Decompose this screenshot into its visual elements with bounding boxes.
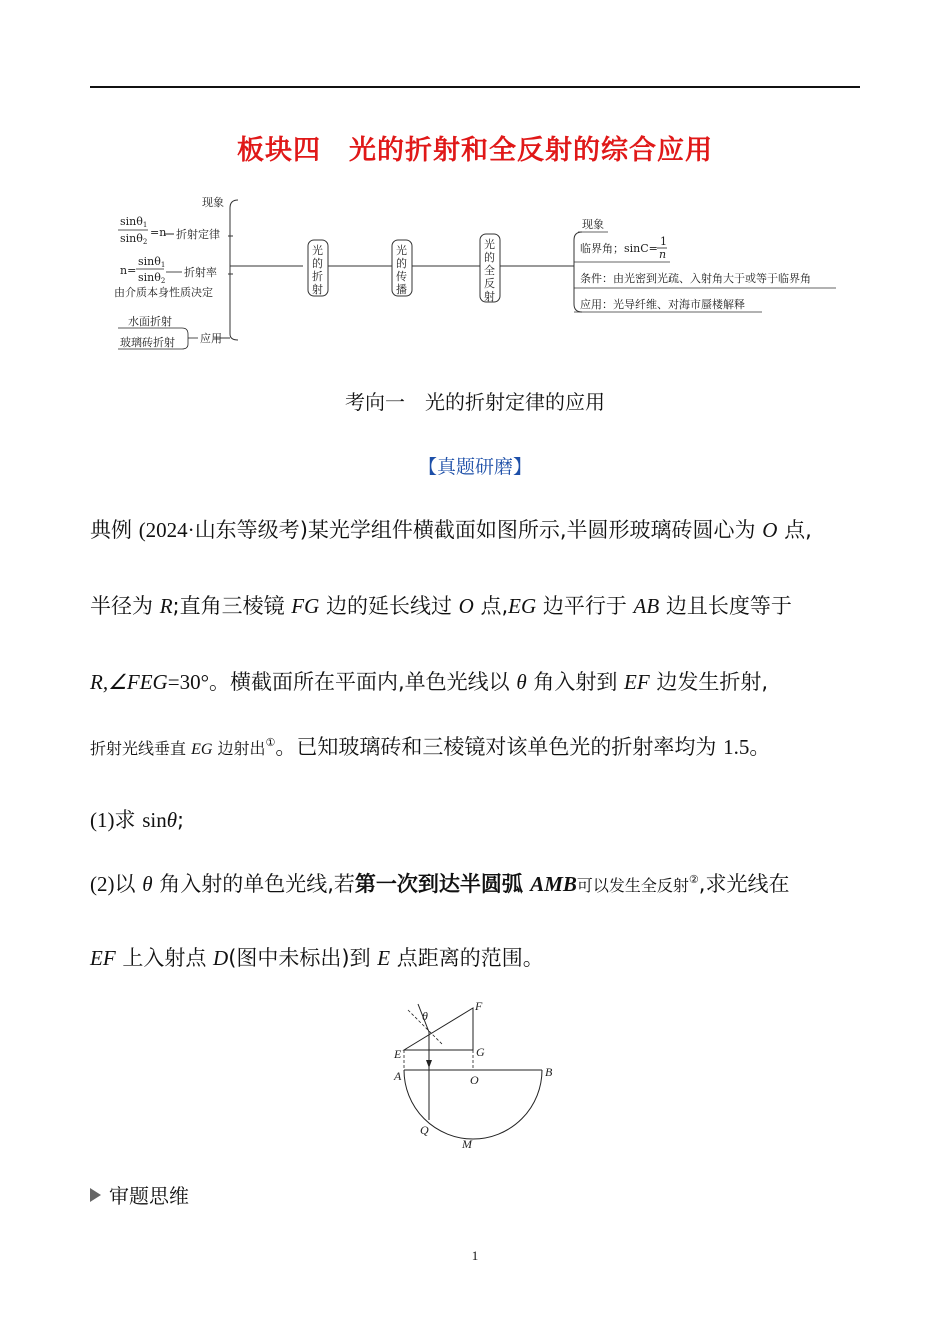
- mm-snell-num: sinθ1: [120, 215, 148, 229]
- svg-text:的: 的: [312, 257, 323, 270]
- svg-text:射: 射: [312, 283, 323, 296]
- label-theta: θ: [422, 1009, 428, 1023]
- svg-text:全: 全: [484, 264, 495, 277]
- page-number: 1: [471, 1248, 479, 1263]
- svg-text:折: 折: [312, 270, 323, 283]
- mm-app-glass: 玻璃砖折射: [120, 336, 175, 349]
- svg-text:光: 光: [396, 244, 407, 257]
- mm-critical-den: n: [659, 248, 667, 261]
- mm-index-num: sinθ1: [138, 255, 166, 269]
- mind-map: [108, 188, 848, 358]
- svg-text:反: 反: [484, 277, 495, 290]
- mm-critical-num: 1: [660, 235, 667, 248]
- mm-app-water: 水面折射: [128, 315, 172, 328]
- optics-figure: [380, 998, 580, 1156]
- question-1: (1)求 sinθ;: [90, 808, 185, 832]
- problem-line-1: 典例 (2024·山东等级考)某光学组件横截面如图所示,半圆形玻璃砖圆心为 O 点,: [90, 518, 812, 542]
- section-tag: 【真题研磨】: [417, 456, 532, 478]
- mm-right-phenomenon: 现象: [582, 218, 604, 231]
- svg-text:射: 射: [484, 290, 495, 303]
- mm-index-note: 由介质本身性质决定: [114, 286, 213, 299]
- label-F: F: [475, 999, 483, 1013]
- mm-index-label: 折射率: [184, 266, 217, 279]
- label-E: E: [394, 1047, 402, 1061]
- mm-app-label: 应用: [200, 332, 222, 345]
- svg-text:播: 播: [396, 283, 407, 296]
- mm-snell-label: 折射定律: [176, 228, 220, 241]
- svg-text:传: 传: [396, 270, 407, 283]
- mm-application: 应用：光导纤维、对海市蜃楼解释: [580, 298, 745, 311]
- question-2-cont: EF 上入射点 D(图中未标出)到 E 点距离的范围。: [90, 946, 544, 970]
- label-A: A: [394, 1069, 402, 1083]
- svg-text:光: 光: [312, 244, 323, 257]
- label-O: O: [470, 1073, 479, 1087]
- svg-text:的: 的: [484, 251, 495, 264]
- problem-line-2: 半径为 R;直角三棱镜 FG 边的延长线过 O 点,EG 边平行于 AB 边且长度等于: [90, 594, 792, 618]
- triangle-bullet-icon: [90, 1188, 101, 1202]
- top-rule: [90, 86, 860, 88]
- svg-text:光: 光: [484, 238, 495, 251]
- label-G: G: [476, 1045, 485, 1059]
- problem-line-3: R,∠FEG=30°。横截面所在平面内,单色光线以 θ 角入射到 EF 边发生折射,: [90, 670, 769, 694]
- mm-snell-eq: =n: [150, 226, 167, 239]
- section-heading: 考向一 光的折射定律的应用: [345, 390, 605, 414]
- mm-snell-den: sinθ2: [120, 232, 148, 246]
- mm-index-prefix: n=: [120, 264, 137, 277]
- mm-condition: 条件：由光密到光疏、入射角大于或等于临界角: [580, 272, 811, 285]
- mm-critical: 临界角；sinC=: [580, 242, 658, 255]
- question-2: (2)以 θ 角入射的单色光线,若第一次到达半圆弧 AMB可以发生全反射②,求光线在: [90, 872, 790, 896]
- svg-text:的: 的: [396, 257, 407, 270]
- problem-line-4: 折射光线垂直 EG 边射出①。已知玻璃砖和三棱镜对该单色光的折射率均为 1.5。: [90, 735, 771, 759]
- label-Q: Q: [420, 1123, 429, 1137]
- label-B: B: [545, 1065, 553, 1079]
- page-title: 板块四 光的折射和全反射的综合应用: [237, 135, 713, 166]
- review-heading: 审题思维: [90, 1180, 189, 1209]
- mm-index-den: sinθ2: [138, 271, 166, 285]
- mm-left-phenomenon: 现象: [202, 196, 224, 209]
- label-M: M: [462, 1137, 472, 1151]
